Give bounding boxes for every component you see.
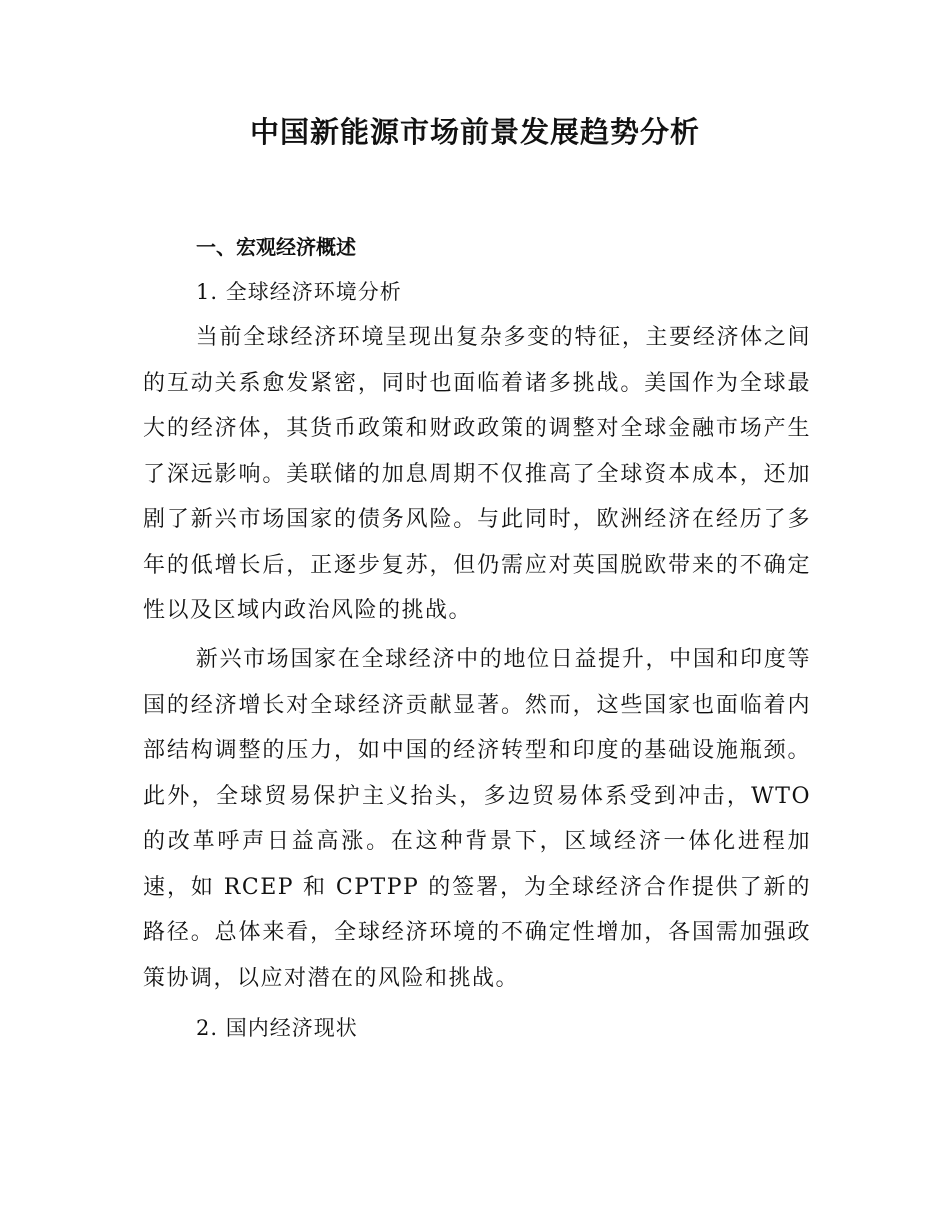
paragraph-global-economy: 当前全球经济环境呈现出复杂多变的特征，主要经济体之间的互动关系愈发紧密，同时也面临着诸多挑战。美国作为全球最大的经济体，其货币政策和财政政策的调整对全球金融市场产生了深远影响。美联储的加息周期不仅推高了全球资本成本，还加剧了新兴市场国家的债务风险。与此同时，欧洲经济在经历了多年的低增长后，正逐步复苏，但仍需应对英国脱欧带来的不确定性以及区域内政治风险的挑战。 [143,325,811,623]
section-heading: 一、宏观经济概述 [196,235,356,259]
paragraph-emerging-markets: 新兴市场国家在全球经济中的地位日益提升，中国和印度等国的经济增长对全球经济贡献显著。然而，这些国家也面临着内部结构调整的压力，如中国的经济转型和印度的基础设施瓶颈。此外，全球贸易保护主义抬头，多边贸易体系受到冲击，WTO 的改革呼声日益高涨。在这种背景下，区域经济一体化进程加速，如 RCEP 和 CPTPP 的签署，为全球经济合作提供了新的路径。总体来看，全球经济环境的不确定性增加，各国需加强政策协调，以应对潜在的风险和挑战。 [143,647,811,991]
document-title: 中国新能源市场前景发展趋势分析 [249,115,700,149]
subsection-heading-domestic-economy: 2. 国内经济现状 [196,1016,358,1040]
subsection-heading-global-economy: 1. 全球经济环境分析 [196,280,402,304]
